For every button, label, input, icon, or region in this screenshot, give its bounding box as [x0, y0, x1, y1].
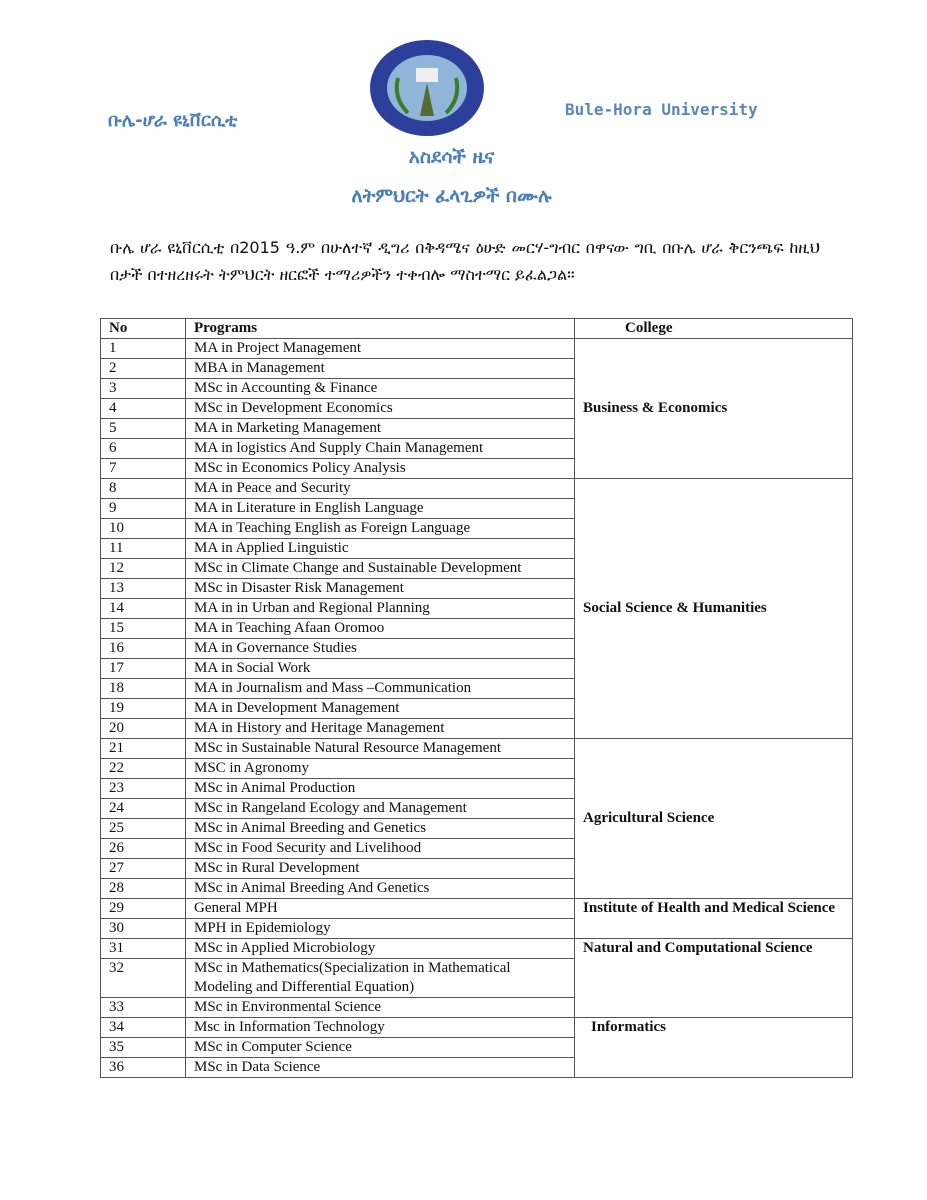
row-number: 2 [101, 359, 186, 379]
row-number: 23 [101, 779, 186, 799]
program-name: MSc in Data Science [186, 1058, 575, 1078]
program-name: MSc in Accounting & Finance [186, 379, 575, 399]
row-number: 20 [101, 719, 186, 739]
row-number: 7 [101, 459, 186, 479]
university-name-english: Bule-Hora University [565, 100, 758, 119]
row-number: 1 [101, 339, 186, 359]
program-name: MA in Development Management [186, 699, 575, 719]
row-number: 32 [101, 959, 186, 998]
program-name: MBA in Management [186, 359, 575, 379]
table-header-row [101, 319, 853, 339]
program-name: Msc in Information Technology [186, 1018, 575, 1038]
programs-table [100, 318, 853, 1078]
program-name: MSc in Computer Science [186, 1038, 575, 1058]
program-name: MSc in Climate Change and Sustainable Development [186, 559, 575, 579]
university-logo [368, 38, 486, 138]
college-name: Informatics [575, 1018, 853, 1078]
row-number: 17 [101, 659, 186, 679]
row-number: 16 [101, 639, 186, 659]
row-number: 21 [101, 739, 186, 759]
row-number: 12 [101, 559, 186, 579]
table-row [101, 479, 853, 499]
university-name-amharic: ቡሌ-ሆራ ዩኒቨርሲቲ [108, 110, 238, 131]
row-number: 27 [101, 859, 186, 879]
table-row [101, 739, 853, 759]
program-name: MA in Social Work [186, 659, 575, 679]
program-name: MSc in Development Economics [186, 399, 575, 419]
row-number: 9 [101, 499, 186, 519]
program-name: General MPH [186, 899, 575, 919]
table-row [101, 899, 853, 919]
row-number: 25 [101, 819, 186, 839]
table-row [101, 339, 853, 359]
program-name: MSc in Rural Development [186, 859, 575, 879]
college-name: Agricultural Science [575, 739, 853, 899]
program-name: MSc in Environmental Science [186, 998, 575, 1018]
program-name: MPH in Epidemiology [186, 919, 575, 939]
row-number: 3 [101, 379, 186, 399]
row-number: 10 [101, 519, 186, 539]
row-number: 4 [101, 399, 186, 419]
program-name: MSc in Animal Breeding and Genetics [186, 819, 575, 839]
table-row [101, 1018, 853, 1038]
announcement-title: አስደሳች ዜና [408, 146, 495, 168]
row-number: 34 [101, 1018, 186, 1038]
row-number: 19 [101, 699, 186, 719]
program-name: MSc in Mathematics(Specialization in Mathematical Modeling and Differential Equation) [186, 959, 575, 998]
row-number: 18 [101, 679, 186, 699]
program-name: MSc in Sustainable Natural Resource Management [186, 739, 575, 759]
row-number: 14 [101, 599, 186, 619]
college-name: Business & Economics [575, 339, 853, 479]
row-number: 5 [101, 419, 186, 439]
program-name: MA in Peace and Security [186, 479, 575, 499]
table-row [101, 939, 853, 959]
program-name: MA in in Urban and Regional Planning [186, 599, 575, 619]
program-name: MA in Governance Studies [186, 639, 575, 659]
program-name: MA in Teaching English as Foreign Language [186, 519, 575, 539]
announcement-subtitle: ለትምህርት ፈላጊዎች በሙሉ [351, 185, 552, 207]
program-name: MSC in Agronomy [186, 759, 575, 779]
program-name: MSc in Economics Policy Analysis [186, 459, 575, 479]
program-name: MA in Teaching Afaan Oromoo [186, 619, 575, 639]
row-number: 33 [101, 998, 186, 1018]
program-name: MA in Journalism and Mass –Communication [186, 679, 575, 699]
college-name: Institute of Health and Medical Science [575, 899, 853, 939]
header-no: No [101, 319, 186, 339]
program-name: MSc in Animal Production [186, 779, 575, 799]
program-name: MSc in Applied Microbiology [186, 939, 575, 959]
row-number: 31 [101, 939, 186, 959]
program-name: MSc in Rangeland Ecology and Management [186, 799, 575, 819]
program-name: MA in History and Heritage Management [186, 719, 575, 739]
row-number: 29 [101, 899, 186, 919]
college-name: Natural and Computational Science [575, 939, 853, 1018]
college-name: Social Science & Humanities [575, 479, 853, 739]
row-number: 8 [101, 479, 186, 499]
header-college: College [575, 319, 853, 339]
row-number: 6 [101, 439, 186, 459]
row-number: 28 [101, 879, 186, 899]
row-number: 26 [101, 839, 186, 859]
program-name: MA in Literature in English Language [186, 499, 575, 519]
program-name: MA in Marketing Management [186, 419, 575, 439]
header-programs: Programs [186, 319, 575, 339]
intro-paragraph: ቡሌ ሆራ ዩኒቨርሲቲ በ2015 ዓ.ም በሁለተኛ ዲግሪ በቅዳሜና ዕሁድ መርሃ-ግብር በዋናው ግቢ በቡሌ ሆራ ቅርንጫፍ ከዚህ በታች በተዘረዘሩት ትምህርት ዘርፎች ተማሪዎችን ተቀብሎ ማስተማር ይፈልጋል። [110, 238, 820, 284]
row-number: 30 [101, 919, 186, 939]
row-number: 15 [101, 619, 186, 639]
row-number: 22 [101, 759, 186, 779]
program-name: MA in logistics And Supply Chain Management [186, 439, 575, 459]
program-name: MSc in Food Security and Livelihood [186, 839, 575, 859]
program-name: MSc in Disaster Risk Management [186, 579, 575, 599]
program-name: MA in Applied Linguistic [186, 539, 575, 559]
row-number: 11 [101, 539, 186, 559]
row-number: 35 [101, 1038, 186, 1058]
row-number: 13 [101, 579, 186, 599]
row-number: 36 [101, 1058, 186, 1078]
program-name: MSc in Animal Breeding And Genetics [186, 879, 575, 899]
row-number: 24 [101, 799, 186, 819]
program-name: MA in Project Management [186, 339, 575, 359]
